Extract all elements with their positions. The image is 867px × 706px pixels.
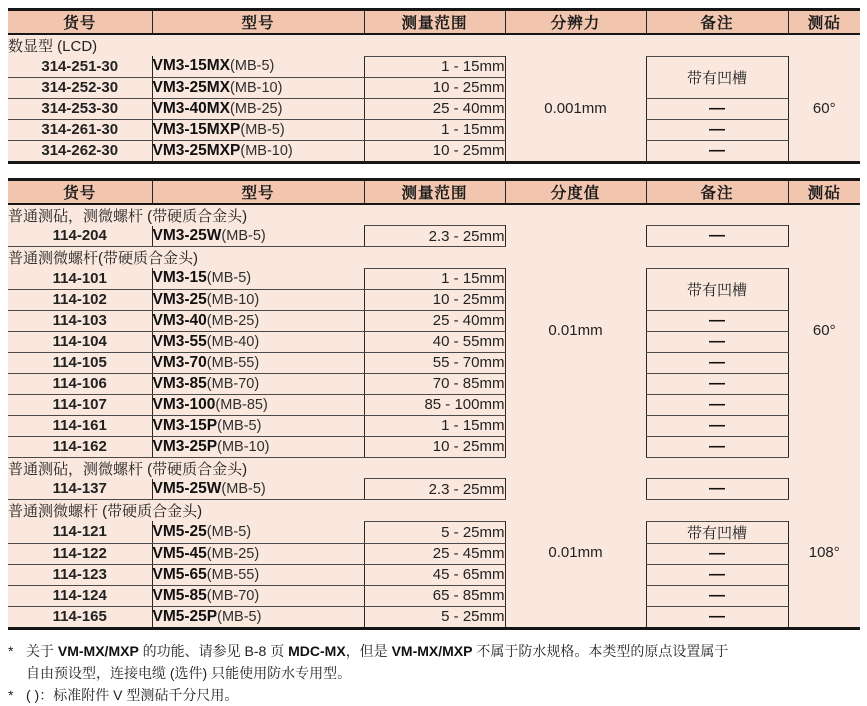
remark-cell: 带有凹槽: [646, 56, 788, 98]
range-cell: 1 - 15mm: [364, 119, 505, 140]
model-suffix: (MB-70): [206, 375, 260, 392]
model-cell: [152, 331, 364, 352]
col-header-part-no: 货号: [8, 179, 152, 204]
range-cell: 2.3 - 25mm: [364, 226, 505, 247]
model-suffix: (MB-10): [217, 438, 270, 455]
remark-cell: —: [646, 119, 788, 140]
remark-cell: —: [646, 564, 788, 585]
section-title: 数显型 (LCD): [8, 34, 364, 56]
empty-cell: [364, 500, 505, 522]
model-number: VM3-25: [152, 290, 207, 308]
col-header-remark: 备注: [646, 10, 788, 35]
range-cell: 10 - 25mm: [364, 436, 505, 457]
section-title: 普通测微螺杆 (带硬质合金头): [8, 500, 364, 522]
range-cell: 25 - 40mm: [364, 98, 505, 119]
range-cell: 25 - 45mm: [364, 543, 505, 564]
col-header-graduation: 分度值: [505, 179, 646, 204]
model-cell: [152, 289, 364, 310]
model-cell: [152, 415, 364, 436]
part-no-cell: 114-101: [8, 268, 152, 289]
section-title: 普通测微螺杆(带硬质合金头): [8, 247, 364, 269]
part-no-cell: 114-121: [8, 521, 152, 543]
model-number: VM3-85: [152, 374, 207, 392]
range-cell: 85 - 100mm: [364, 394, 505, 415]
part-no-cell: 314-252-30: [8, 77, 152, 98]
table-row: [8, 543, 860, 564]
graduation-cell: 0.01mm: [505, 204, 646, 458]
range-cell: 55 - 70mm: [364, 352, 505, 373]
empty-cell: [505, 457, 646, 479]
anvil-cell: 60°: [788, 56, 860, 162]
part-no-cell: 114-204: [8, 226, 152, 247]
remark-cell: —: [646, 585, 788, 606]
footnotes: [8, 640, 860, 706]
footnote-1-line-2: 自由预设型，连接电缆 (选件) 只能使用防水专用型。: [26, 664, 352, 681]
table-row: [8, 373, 860, 394]
part-no-cell: 114-123: [8, 564, 152, 585]
table-row: [8, 521, 860, 543]
model-suffix: (MB-55): [206, 354, 260, 371]
part-no-cell: 114-165: [8, 606, 152, 628]
model-number: VM3-15: [152, 269, 207, 287]
remark-cell: —: [646, 415, 788, 436]
analog-spec-table: [8, 178, 860, 630]
range-cell: 1 - 15mm: [364, 56, 505, 77]
part-no-cell: 114-105: [8, 352, 152, 373]
table-row: [8, 585, 860, 606]
graduation-cell: 0.01mm: [505, 479, 646, 629]
footnote-bold-segment: MDC-MX: [288, 642, 346, 659]
part-no-cell: 314-261-30: [8, 119, 152, 140]
col-header-model: 型号: [152, 10, 364, 35]
model-cell: [152, 373, 364, 394]
model-cell: [152, 119, 364, 140]
footnote-segment: ，但是: [345, 642, 392, 659]
model-cell: [152, 56, 364, 77]
range-cell: 5 - 25mm: [364, 606, 505, 628]
remark-cell: —: [646, 606, 788, 628]
digital-spec-table: [8, 8, 860, 164]
model-suffix: (MB-5): [221, 227, 266, 244]
table-row: [8, 331, 860, 352]
model-suffix: (MB-25): [206, 545, 260, 562]
model-number: VM3-55: [152, 332, 207, 350]
footnote-2: [8, 684, 860, 706]
range-cell: 70 - 85mm: [364, 373, 505, 394]
footnote-segment: 关于: [26, 642, 58, 659]
remark-cell: —: [646, 331, 788, 352]
table-row: [8, 394, 860, 415]
section-row: [8, 247, 860, 269]
empty-cell: [788, 34, 860, 56]
remark-cell: —: [646, 310, 788, 331]
col-header-model: 型号: [152, 179, 364, 204]
remark-cell: —: [646, 543, 788, 564]
model-cell: [152, 585, 364, 606]
footnote-text: ( )：标准附件 V 型测砧千分尺用。: [26, 686, 239, 703]
part-no-cell: 314-262-30: [8, 140, 152, 162]
model-number: VM5-65: [152, 565, 207, 583]
model-cell: [152, 394, 364, 415]
part-no-cell: 114-122: [8, 543, 152, 564]
section-row: [8, 34, 860, 56]
table-row: [8, 226, 860, 247]
model-number: VM5-45: [152, 544, 207, 562]
footnote-asterisk: *: [8, 686, 14, 703]
footnote-1-line-1: [26, 640, 860, 662]
empty-cell: [646, 204, 788, 226]
part-no-cell: 114-106: [8, 373, 152, 394]
section-title: 普通测砧，测微螺杆 (带硬质合金头): [8, 457, 364, 479]
remark-cell: 带有凹槽: [646, 268, 788, 310]
model-cell: [152, 310, 364, 331]
empty-cell: [364, 247, 505, 269]
model-number: VM3-100: [152, 395, 216, 413]
section-title: 普通测砧，测微螺杆 (带硬质合金头): [8, 204, 364, 226]
empty-cell: [646, 457, 788, 479]
part-no-cell: 114-102: [8, 289, 152, 310]
model-suffix: (MB-55): [206, 566, 260, 583]
range-cell: 10 - 25mm: [364, 289, 505, 310]
model-cell: [152, 564, 364, 585]
anvil-cell: 108°: [788, 479, 860, 629]
model-suffix: (MB-40): [206, 333, 260, 350]
remark-cell: —: [646, 140, 788, 162]
table-row: [8, 119, 860, 140]
remark-cell: —: [646, 479, 788, 500]
range-cell: 10 - 25mm: [364, 140, 505, 162]
remark-cell: 带有凹槽: [646, 521, 788, 543]
model-cell: [152, 479, 364, 500]
empty-cell: [364, 204, 505, 226]
section-row: [8, 500, 860, 522]
table-row: [8, 436, 860, 457]
range-cell: 45 - 65mm: [364, 564, 505, 585]
footnote-segment: 不属于防水规格。本类型的原点设置属于: [472, 642, 729, 659]
remark-cell: —: [646, 436, 788, 457]
resolution-cell: 0.001mm: [505, 56, 646, 162]
model-suffix: (MB-25): [230, 100, 283, 117]
col-header-remark: 备注: [646, 179, 788, 204]
footnote-1: [8, 640, 860, 684]
part-no-cell: 114-107: [8, 394, 152, 415]
section-row: [8, 204, 860, 226]
model-suffix: (MB-10): [240, 142, 293, 159]
model-suffix: (MB-10): [206, 291, 260, 308]
table-row: [8, 415, 860, 436]
col-header-range: 测量范围: [364, 179, 505, 204]
footnote-asterisk: *: [8, 642, 14, 659]
model-number: VM3-25MXP: [152, 141, 241, 159]
model-number: VM3-15P: [152, 416, 218, 434]
model-number: VM3-15MXP: [152, 120, 241, 138]
part-no-cell: 114-124: [8, 585, 152, 606]
model-cell: [152, 352, 364, 373]
empty-cell: [646, 500, 788, 522]
model-cell: [152, 436, 364, 457]
model-suffix: (MB-5): [217, 608, 262, 625]
model-suffix: (MB-5): [206, 523, 252, 540]
footnote-bold-segment: VM-MX/MXP: [391, 642, 473, 659]
part-no-cell: 314-253-30: [8, 98, 152, 119]
model-cell: [152, 140, 364, 162]
model-suffix: (MB-5): [221, 480, 266, 497]
table-row: [8, 606, 860, 628]
part-no-cell: 114-104: [8, 331, 152, 352]
remark-cell: —: [646, 373, 788, 394]
part-no-cell: 314-251-30: [8, 56, 152, 77]
model-number: VM5-25P: [152, 607, 218, 625]
model-cell: [152, 268, 364, 289]
remark-cell: —: [646, 352, 788, 373]
col-header-anvil: 测砧: [788, 179, 860, 204]
model-suffix: (MB-25): [206, 312, 260, 329]
footnote-bold-segment: VM-MX/MXP: [57, 642, 139, 659]
col-header-resolution: 分辨力: [505, 10, 646, 35]
model-number: VM3-25P: [152, 437, 218, 455]
empty-cell: [364, 457, 505, 479]
model-suffix: (MB-5): [240, 121, 285, 138]
part-no-cell: 114-161: [8, 415, 152, 436]
table-row: [8, 310, 860, 331]
model-suffix: (MB-85): [215, 396, 268, 413]
remark-cell: —: [646, 98, 788, 119]
range-cell: 25 - 40mm: [364, 310, 505, 331]
col-header-anvil: 测砧: [788, 10, 860, 35]
model-number: VM3-15MX: [152, 57, 231, 75]
col-header-range: 测量范围: [364, 10, 505, 35]
model-cell: [152, 521, 364, 543]
part-no-cell: 114-137: [8, 479, 152, 500]
range-cell: 1 - 15mm: [364, 415, 505, 436]
table-row: [8, 140, 860, 162]
empty-cell: [788, 457, 860, 479]
empty-cell: [364, 34, 505, 56]
model-suffix: (MB-5): [206, 270, 252, 287]
range-cell: 5 - 25mm: [364, 521, 505, 543]
range-cell: 10 - 25mm: [364, 77, 505, 98]
model-number: VM3-25W: [152, 226, 222, 244]
range-cell: 65 - 85mm: [364, 585, 505, 606]
table-row: [8, 564, 860, 585]
range-cell: 40 - 55mm: [364, 331, 505, 352]
table-row: [8, 56, 860, 77]
footnote-text: [26, 640, 860, 684]
model-number: VM3-40MX: [152, 99, 231, 117]
header-row: [8, 179, 860, 204]
part-no-cell: 114-162: [8, 436, 152, 457]
model-number: VM5-25W: [152, 479, 222, 497]
empty-cell: [646, 34, 788, 56]
col-header-part-no: 货号: [8, 10, 152, 35]
model-number: VM3-25MX: [152, 78, 231, 96]
footnote-segment: 的功能、请参见 B-8 页: [138, 642, 289, 659]
model-cell: [152, 543, 364, 564]
model-cell: [152, 98, 364, 119]
range-cell: 2.3 - 25mm: [364, 479, 505, 500]
table-row: [8, 479, 860, 500]
range-cell: 1 - 15mm: [364, 268, 505, 289]
model-suffix: (MB-5): [230, 58, 275, 75]
model-suffix: (MB-70): [206, 587, 260, 604]
table-row: [8, 352, 860, 373]
model-number: VM3-70: [152, 353, 207, 371]
model-suffix: (MB-5): [217, 417, 262, 434]
anvil-cell: 60°: [788, 204, 860, 458]
model-number: VM5-85: [152, 586, 207, 604]
model-cell: [152, 77, 364, 98]
model-suffix: (MB-10): [230, 79, 283, 96]
part-no-cell: 114-103: [8, 310, 152, 331]
empty-cell: [646, 247, 788, 269]
empty-cell: [505, 34, 646, 56]
model-cell: [152, 606, 364, 628]
model-number: VM5-25: [152, 522, 207, 540]
remark-cell: —: [646, 226, 788, 247]
remark-cell: —: [646, 394, 788, 415]
model-number: VM3-40: [152, 311, 207, 329]
table-row: [8, 268, 860, 289]
model-cell: [152, 226, 364, 247]
header-row: [8, 10, 860, 35]
section-row: [8, 457, 860, 479]
table-row: [8, 98, 860, 119]
